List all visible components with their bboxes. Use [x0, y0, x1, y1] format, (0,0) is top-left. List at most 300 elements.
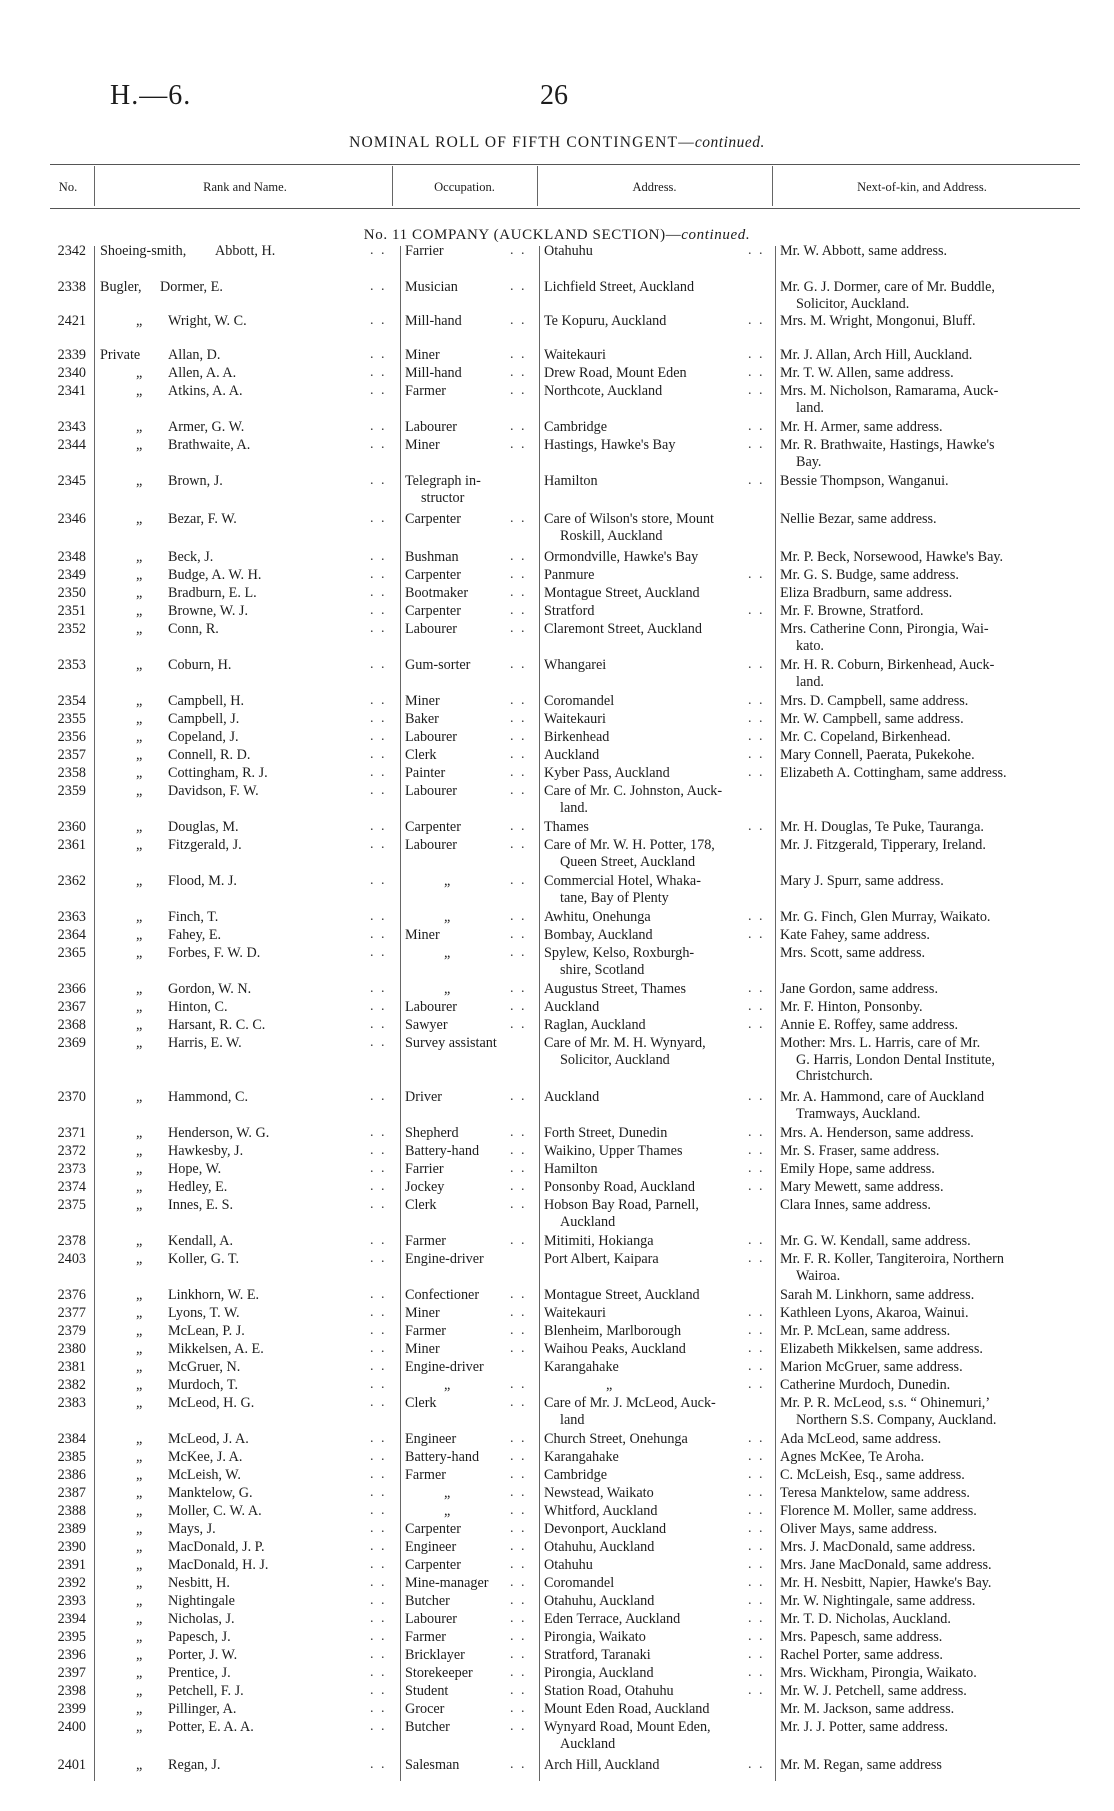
dot-leader: . .: [510, 1377, 527, 1392]
address-line: Bombay, Auckland: [544, 927, 653, 943]
soldier-name-line: Petchell, F. J.: [168, 1683, 244, 1699]
soldier-name: [168, 1143, 243, 1160]
next-of-kin-line: Mr. T. D. Nicholas, Auckland.: [780, 1611, 951, 1627]
rank: [136, 1125, 142, 1142]
address: [544, 585, 700, 602]
address-line: Care of Mr. J. McLeod, Auck-: [544, 1395, 716, 1411]
address-line: Montague Street, Auckland: [544, 585, 700, 601]
rank-line: „: [136, 1757, 143, 1773]
rank-line: „: [136, 1017, 143, 1033]
occupation: [405, 783, 457, 800]
soldier-name-line: Wright, W. C.: [168, 313, 247, 329]
dot-leader: . .: [370, 1359, 387, 1374]
next-of-kin-line: Annie E. Roffey, same address.: [780, 1017, 959, 1033]
dot-leader: . .: [510, 873, 527, 888]
occupation: [405, 1593, 450, 1610]
occupation-line: Mill-hand: [405, 313, 462, 329]
soldier-name: [168, 1665, 231, 1682]
next-of-kin: [780, 1341, 983, 1358]
next-of-kin-line: Agnes McKee, Te Aroha.: [780, 1449, 925, 1465]
dot-leader: . .: [510, 1629, 527, 1644]
address-line: Otahuhu: [544, 1557, 593, 1573]
address-line: Forth Street, Dunedin: [544, 1125, 668, 1141]
soldier-name-line: McKee, J. A.: [168, 1449, 243, 1465]
title-suffix: continued.: [694, 134, 765, 151]
address: [544, 927, 653, 944]
service-number: [48, 473, 86, 490]
next-of-kin: [780, 909, 990, 926]
occupation-line: Miner: [405, 1341, 440, 1357]
occupation: [444, 945, 450, 962]
occupation-line: Shepherd: [405, 1125, 459, 1141]
address: [544, 1431, 688, 1448]
next-of-kin-line: Mrs. Scott, same address.: [780, 945, 926, 961]
dot-leader: . .: [510, 981, 527, 996]
occupation-line: Labourer: [405, 729, 457, 745]
service-number-line: 2358: [57, 765, 86, 781]
service-number-line: 2385: [57, 1449, 86, 1465]
soldier-name: [168, 711, 239, 728]
dot-leader: . .: [748, 711, 765, 726]
service-number-line: 2367: [57, 999, 86, 1015]
service-number-line: 2365: [57, 945, 86, 961]
address: [544, 1161, 598, 1178]
address: [544, 1125, 667, 1142]
occupation-line: Carpenter: [405, 1557, 461, 1573]
next-of-kin: [780, 567, 959, 584]
occupation-line: Battery-hand: [405, 1449, 480, 1465]
rank: [136, 621, 142, 638]
next-of-kin: [780, 383, 998, 416]
address-line: land.: [560, 799, 588, 816]
rank: [136, 945, 142, 962]
soldier-name: [168, 729, 239, 746]
occupation-line: Baker: [405, 711, 439, 727]
dot-leader: . .: [748, 1629, 765, 1644]
soldier-name: [168, 1467, 241, 1484]
soldier-name: [168, 621, 219, 638]
occupation: [405, 585, 468, 602]
service-number-line: 2421: [57, 313, 86, 329]
next-of-kin: [780, 603, 924, 620]
service-number: [48, 1629, 86, 1646]
dot-leader: . .: [510, 1431, 527, 1446]
next-of-kin-line: Mr. M. Jackson, same address.: [780, 1701, 955, 1717]
address: [544, 783, 722, 816]
service-number-line: 2346: [57, 511, 86, 527]
rank-line: „: [136, 1539, 143, 1555]
soldier-name-line: Fitzgerald, J.: [168, 837, 242, 853]
dot-leader: . .: [748, 603, 765, 618]
next-of-kin-line: Mary Connell, Paerata, Pukekohe.: [780, 747, 975, 763]
next-of-kin-line: Mr. G. J. Dormer, care of Mr. Buddle,: [780, 279, 995, 295]
soldier-name-line: Brathwaite, A.: [168, 437, 251, 453]
dot-leader: . .: [510, 511, 527, 526]
address-line: Te Kopuru, Auckland: [544, 313, 667, 329]
soldier-name-line: Campbell, J.: [168, 711, 240, 727]
occupation-line: Miner: [405, 927, 440, 943]
occupation: [405, 837, 457, 854]
occupation: [405, 621, 457, 638]
service-number: [48, 1341, 86, 1358]
rank: [136, 711, 142, 728]
dot-leader: . .: [748, 693, 765, 708]
rank-line: „: [136, 1521, 143, 1537]
next-of-kin: [780, 1179, 944, 1196]
next-of-kin-line: Sarah M. Linkhorn, same address.: [780, 1287, 975, 1303]
occupation-line: Farmer: [405, 383, 446, 399]
service-number: [48, 1251, 86, 1268]
occupation: [405, 549, 459, 566]
soldier-name-line: Dormer, E.: [160, 279, 223, 295]
rank-line: „: [136, 365, 143, 381]
service-number: [48, 567, 86, 584]
occupation: [405, 383, 446, 400]
dot-leader: . .: [370, 1449, 387, 1464]
soldier-name: [168, 347, 220, 364]
address: [544, 243, 593, 260]
next-of-kin: [780, 1665, 977, 1682]
next-of-kin: [780, 1305, 969, 1322]
dot-leader: . .: [510, 1611, 527, 1626]
next-of-kin: [780, 1449, 924, 1466]
address-line: Care of Mr. W. H. Potter, 178,: [544, 837, 715, 853]
soldier-name-line: Innes, E. S.: [168, 1197, 234, 1213]
dot-leader: . .: [370, 1719, 387, 1734]
address: [544, 1395, 716, 1428]
dot-leader: . .: [510, 549, 527, 564]
rank-line: „: [136, 1305, 143, 1321]
dot-leader: . .: [748, 313, 765, 328]
occupation: [405, 1323, 446, 1340]
occupation: [444, 1503, 450, 1520]
dot-leader: . .: [510, 1233, 527, 1248]
soldier-name-line: Allan, D.: [168, 347, 221, 363]
occupation: [405, 1359, 484, 1376]
rank-line: „: [136, 1719, 143, 1735]
occupation: [444, 909, 450, 926]
next-of-kin-line: Mr. J. Allan, Arch Hill, Auckland.: [780, 347, 973, 363]
dot-leader: . .: [748, 1161, 765, 1176]
dot-leader: . .: [370, 313, 387, 328]
dot-leader: . .: [370, 765, 387, 780]
service-number-line: 2374: [57, 1179, 86, 1195]
next-of-kin-line: Elizabeth A. Cottingham, same address.: [780, 765, 1007, 781]
service-number-line: 2378: [57, 1233, 86, 1249]
address-line: Otahuhu, Auckland: [544, 1593, 655, 1609]
address-line: Hastings, Hawke's Bay: [544, 437, 676, 453]
next-of-kin-line: Jane Gordon, same address.: [780, 981, 938, 997]
dot-leader: . .: [748, 567, 765, 582]
dot-leader: . .: [510, 1521, 527, 1536]
occupation: [405, 1757, 459, 1774]
rank-line: „: [136, 945, 143, 961]
occupation: [405, 1017, 448, 1034]
next-of-kin-line: Mr. W. J. Petchell, same address.: [780, 1683, 967, 1699]
address-line: Waikino, Upper Thames: [544, 1143, 683, 1159]
next-of-kin-line: Christchurch.: [796, 1068, 873, 1085]
rank-line: „: [136, 1611, 143, 1627]
dot-leader: . .: [370, 1575, 387, 1590]
rank: [136, 927, 142, 944]
service-number: [48, 279, 86, 296]
soldier-name: [168, 1323, 245, 1340]
address-line: Mitimiti, Hokianga: [544, 1233, 654, 1249]
occupation-line: Carpenter: [405, 603, 461, 619]
rank: [136, 819, 142, 836]
rank-line: „: [136, 1125, 143, 1141]
dot-leader: . .: [370, 437, 387, 452]
next-of-kin-line: Mr. G. Finch, Glen Murray, Waikato.: [780, 909, 991, 925]
service-number: [48, 1701, 86, 1718]
next-of-kin: [780, 1521, 937, 1538]
service-number: [48, 1665, 86, 1682]
next-of-kin: [780, 1701, 954, 1718]
next-of-kin: [780, 1233, 971, 1250]
dot-leader: . .: [748, 383, 765, 398]
service-number-line: 2362: [57, 873, 86, 889]
soldier-name-line: Henderson, W. G.: [168, 1125, 270, 1141]
dot-leader: . .: [510, 747, 527, 762]
dot-leader: . .: [370, 1757, 387, 1772]
dot-leader: . .: [370, 1251, 387, 1266]
dot-leader: . .: [370, 279, 387, 294]
occupation-line: Miner: [405, 1305, 440, 1321]
dot-leader: . .: [510, 1125, 527, 1140]
dot-leader: . .: [370, 1647, 387, 1662]
rank-line: „: [136, 657, 143, 673]
occupation-line: Engine-driver: [405, 1359, 484, 1375]
soldier-name-line: Murdoch, T.: [168, 1377, 239, 1393]
occupation: [405, 1629, 446, 1646]
soldier-name: [168, 1647, 237, 1664]
soldier-name: [168, 1395, 254, 1412]
service-number-line: 2382: [57, 1377, 86, 1393]
dot-leader: . .: [748, 1341, 765, 1356]
next-of-kin: [780, 1143, 939, 1160]
soldier-name-line: McLeod, H. G.: [168, 1395, 255, 1411]
soldier-name: [168, 999, 228, 1016]
next-of-kin-line: Mr. G. W. Kendall, same address.: [780, 1233, 971, 1249]
soldier-name-line: Prentice, J.: [168, 1665, 231, 1681]
next-of-kin-line: Mr. M. Regan, same address: [780, 1757, 942, 1773]
soldier-name: [168, 1125, 269, 1142]
address-line: Whitford, Auckland: [544, 1503, 658, 1519]
service-number: [48, 1449, 86, 1466]
next-of-kin: [780, 729, 951, 746]
next-of-kin-line: Wairoa.: [796, 1267, 841, 1284]
rank-line: „: [136, 313, 143, 329]
service-number-line: 2345: [57, 473, 86, 489]
address: [544, 747, 599, 764]
soldier-name: [168, 927, 221, 944]
dot-leader: . .: [510, 1161, 527, 1176]
rank: [136, 1395, 142, 1412]
soldier-name: [168, 1305, 240, 1322]
rank: [136, 693, 142, 710]
next-of-kin: [780, 711, 964, 728]
address-line: Hamilton: [544, 473, 598, 489]
service-number-line: 2371: [57, 1125, 86, 1141]
soldier-name: [168, 1503, 262, 1520]
soldier-name-line: Atkins, A. A.: [168, 383, 243, 399]
address: [544, 1017, 646, 1034]
soldier-name: [168, 383, 243, 400]
dot-leader: . .: [510, 945, 527, 960]
service-number: [48, 1179, 86, 1196]
dot-leader: . .: [748, 657, 765, 672]
rank: [136, 1593, 142, 1610]
address: [544, 1323, 681, 1340]
occupation-line: Farmer: [405, 1467, 446, 1483]
rank: [136, 437, 142, 454]
rank: [136, 1557, 142, 1574]
service-number-line: 2403: [57, 1251, 86, 1267]
dot-leader: . .: [510, 1179, 527, 1194]
next-of-kin: [780, 1647, 943, 1664]
column-header-next-of-kin: Next-of-kin, and Address.: [857, 180, 987, 194]
address: [544, 1035, 706, 1068]
next-of-kin: [780, 419, 943, 436]
soldier-name-line: Hedley, E.: [168, 1179, 228, 1195]
address-line: Eden Terrace, Auckland: [544, 1611, 681, 1627]
occupation: [405, 1665, 473, 1682]
next-of-kin-line: Emily Hope, same address.: [780, 1161, 935, 1177]
occupation-line: Driver: [405, 1089, 443, 1105]
next-of-kin-line: Mr. A. Hammond, care of Auckland: [780, 1089, 985, 1105]
occupation: [405, 1125, 459, 1142]
rank: [136, 1233, 142, 1250]
next-of-kin: [780, 765, 1007, 782]
soldier-name: [168, 511, 237, 528]
rank: [136, 1161, 142, 1178]
soldier-name-line: Potter, E. A. A.: [168, 1719, 254, 1735]
rank-line: „: [136, 1449, 143, 1465]
address-line: Auckland: [544, 1089, 600, 1105]
occupation: [405, 1701, 444, 1718]
service-number: [48, 1647, 86, 1664]
occupation-line: Mill-hand: [405, 365, 462, 381]
address: [544, 313, 666, 330]
next-of-kin: [780, 657, 994, 690]
occupation: [405, 1521, 461, 1538]
next-of-kin: [780, 1539, 975, 1556]
rank-line: „: [136, 1161, 143, 1177]
service-number-line: 2392: [57, 1575, 86, 1591]
soldier-name: [168, 419, 244, 436]
address-line: Waihou Peaks, Auckland: [544, 1341, 686, 1357]
address-line: Karangahake: [544, 1359, 619, 1375]
occupation: [405, 1467, 446, 1484]
dot-leader: . .: [748, 1125, 765, 1140]
dot-leader: . .: [510, 1485, 527, 1500]
service-number: [48, 909, 86, 926]
next-of-kin-line: Mr. W. Abbott, same address.: [780, 243, 948, 259]
occupation: [405, 511, 461, 528]
next-of-kin: [780, 1017, 958, 1034]
rank-line: „: [136, 549, 143, 565]
service-number-line: 2339: [57, 347, 86, 363]
occupation: [444, 981, 450, 998]
rank: [136, 747, 142, 764]
next-of-kin: [780, 1611, 951, 1628]
service-number: [48, 1017, 86, 1034]
dot-leader: . .: [510, 837, 527, 852]
dot-leader: . .: [370, 1665, 387, 1680]
dot-leader: . .: [510, 1701, 527, 1716]
occupation-line: Farmer: [405, 1233, 446, 1249]
soldier-name-line: Fahey, E.: [168, 927, 222, 943]
occupation-line: Engineer: [405, 1431, 457, 1447]
dot-leader: . .: [748, 1521, 765, 1536]
occupation: [405, 999, 457, 1016]
next-of-kin-line: Mr. H. R. Coburn, Birkenhead, Auck-: [780, 657, 995, 673]
next-of-kin-line: Oliver Mays, same address.: [780, 1521, 938, 1537]
service-number-line: 2338: [57, 279, 86, 295]
page-number: 26: [540, 80, 568, 111]
address: [544, 347, 606, 364]
dot-leader: . .: [748, 419, 765, 434]
occupation: [405, 279, 458, 296]
dot-leader: . .: [370, 1593, 387, 1608]
dot-leader: . .: [510, 1395, 527, 1410]
dot-leader: . .: [748, 243, 765, 258]
service-number-line: 2363: [57, 909, 86, 925]
rank-line: „: [136, 1323, 143, 1339]
service-number-line: 2353: [57, 657, 86, 673]
soldier-name-line: Hammond, C.: [168, 1089, 248, 1105]
rank: [136, 473, 142, 490]
service-number-line: 2356: [57, 729, 86, 745]
address: [544, 711, 606, 728]
occupation-line: Telegraph in-: [405, 473, 481, 489]
soldier-name: [168, 945, 260, 962]
soldier-name: [168, 437, 250, 454]
rank-line: „: [136, 819, 143, 835]
next-of-kin: [780, 873, 944, 890]
dot-leader: . .: [370, 585, 387, 600]
occupation: [405, 1557, 461, 1574]
dot-leader: . .: [370, 1701, 387, 1716]
soldier-name-line: Mays, J.: [168, 1521, 216, 1537]
soldier-name-line: Allen, A. A.: [168, 365, 237, 381]
soldier-name-line: McGruer, N.: [168, 1359, 241, 1375]
rank: [136, 1143, 142, 1160]
next-of-kin: [780, 621, 989, 654]
service-number: [48, 981, 86, 998]
rank-line: Private: [100, 347, 141, 363]
dot-leader: . .: [510, 1503, 527, 1518]
dot-leader: . .: [370, 419, 387, 434]
address: [544, 1593, 654, 1610]
next-of-kin: [780, 1485, 970, 1502]
service-number: [48, 819, 86, 836]
rank-line: „: [136, 1035, 143, 1051]
rank: [136, 1701, 142, 1718]
dot-leader: . .: [370, 711, 387, 726]
soldier-name-line: Lyons, T. W.: [168, 1305, 240, 1321]
next-of-kin: [780, 747, 975, 764]
soldier-name-line: Gordon, W. N.: [168, 981, 252, 997]
next-of-kin: [780, 693, 968, 710]
service-number: [48, 1593, 86, 1610]
next-of-kin-line: Mr. P. McLean, same address.: [780, 1323, 951, 1339]
soldier-name: [168, 873, 237, 890]
soldier-name: [168, 365, 236, 382]
next-of-kin: [780, 313, 976, 330]
soldier-name: [168, 1197, 233, 1214]
occupation: [405, 1431, 456, 1448]
